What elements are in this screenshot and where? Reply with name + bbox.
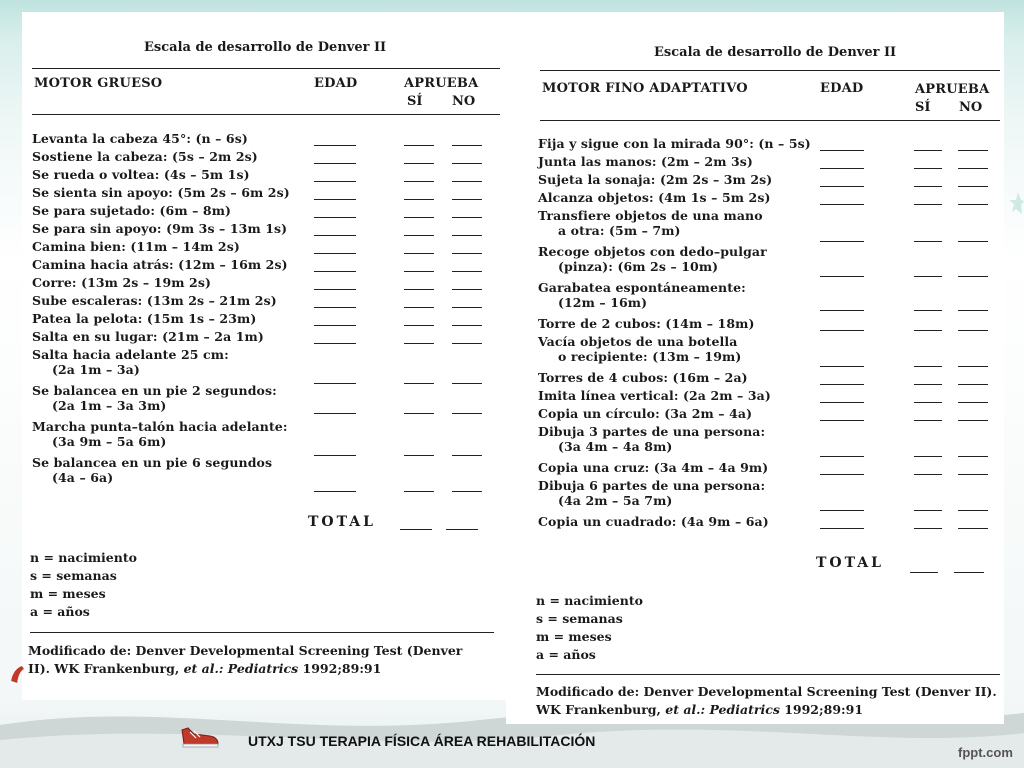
legend-item: a = años [30,604,90,619]
pass-no-blank[interactable] [958,330,988,331]
milestone-text: Torres de 4 cubos: (16m – 2a) [538,370,748,385]
pass-yes-blank[interactable] [914,384,942,385]
milestone-item [32,167,250,182]
pass-no-blank[interactable] [452,217,482,218]
pass-yes-blank[interactable] [404,307,434,308]
pass-no-blank[interactable] [958,510,988,511]
legend-item: s = semanas [536,611,623,626]
pass-no-blank[interactable] [452,307,482,308]
reference-rule [536,674,1000,675]
age-blank [314,199,356,200]
legend-item: m = meses [30,586,106,601]
milestone-item [32,329,264,344]
denver-left-panel [22,12,506,700]
age-blank [820,456,864,457]
milestone-text: Dibuja 3 partes de una persona: [538,424,766,439]
milestone-text: Sube escaleras: (13m 2s – 21m 2s) [32,293,277,308]
header-top-rule [32,68,500,69]
milestone-text: Garabatea espontáneamente: [538,280,746,295]
age-blank [820,510,864,511]
milestone-item [538,478,765,508]
milestone-age-range: o recipiente: (13m – 19m) [558,349,742,364]
milestone-age-range: (pinza): (6m 2s – 10m) [558,259,719,274]
pass-no-blank[interactable] [452,253,482,254]
milestone-item [538,424,765,454]
milestone-item [32,257,288,272]
age-blank [314,271,356,272]
pass-yes-blank[interactable] [914,528,942,529]
milestone-item [32,293,277,308]
milestone-text: Levanta la cabeza 45°: (n – 6s) [32,131,248,146]
milestone-item [538,406,752,421]
pass-header: APRUEBA [915,82,990,97]
age-blank [820,402,864,403]
pass-yes-blank[interactable] [914,186,942,187]
pass-no-blank[interactable] [958,204,988,205]
milestone-item [538,334,741,364]
header-top-rule [540,70,1000,71]
pass-yes-blank[interactable] [404,491,434,492]
legend-item: s = semanas [30,568,117,583]
age-blank [820,420,864,421]
milestone-text: Se balancea en un pie 6 segundos [32,455,273,470]
milestone-item [538,244,767,274]
legend [536,592,643,664]
milestone-text: Copia un círculo: (3a 2m – 4a) [538,406,753,421]
legend-item: a = años [536,647,596,662]
age-blank [314,343,356,344]
pass-yes-blank[interactable] [404,181,434,182]
star-icon [1004,192,1024,214]
milestone-text: Copia una cruz: (3a 4m – 4a 9m) [538,460,769,475]
pass-yes-blank[interactable] [914,204,942,205]
milestone-item [538,460,768,475]
milestone-age-range: (12m – 16m) [558,295,648,310]
age-blank [820,384,864,385]
pass-no-blank[interactable] [452,163,482,164]
milestone-age-range: (2a 1m – 3a 3m) [52,398,167,413]
pass-yes-blank[interactable] [914,310,942,311]
pass-no-blank[interactable] [958,384,988,385]
age-blank [314,235,356,236]
milestone-item [538,190,770,205]
age-blank [314,413,356,414]
milestone-age-range: a otra: (5m – 7m) [558,223,681,238]
age-blank [314,163,356,164]
pass-no-blank[interactable] [452,491,482,492]
pass-yes-blank[interactable] [914,276,942,277]
age-blank [820,528,864,529]
milestone-item [538,154,753,169]
milestone-text: Recoge objetos con dedo–pulgar [538,244,767,259]
denver-right-panel [506,12,1004,724]
pass-no-blank[interactable] [958,528,988,529]
milestone-text: Se para sin apoyo: (9m 3s – 13m 1s) [32,221,288,236]
pass-yes-blank[interactable] [404,325,434,326]
age-blank [820,168,864,169]
total-no-blank[interactable] [954,572,984,573]
milestone-item [538,136,811,151]
total-no-blank[interactable] [446,529,478,530]
legend [30,549,137,621]
age-blank [820,276,864,277]
pass-yes-blank[interactable] [404,253,434,254]
brand-label: fppt.com [958,745,1013,760]
milestone-age-range: (2a 1m – 3a) [52,362,140,377]
pass-no-blank[interactable] [958,456,988,457]
milestone-text: Junta las manos: (2m – 2m 3s) [538,154,753,169]
pass-yes-blank[interactable] [404,199,434,200]
milestone-text: Camina hacia atrás: (12m – 16m 2s) [32,257,288,272]
legend-item: n = nacimiento [536,593,643,608]
age-blank [314,307,356,308]
age-blank [820,241,864,242]
milestone-text: Patea la pelota: (15m 1s – 23m) [32,311,257,326]
pass-yes-blank[interactable] [404,413,434,414]
pass-no-blank[interactable] [958,150,988,151]
milestone-text: Se rueda o voltea: (4s – 5m 1s) [32,167,250,182]
pass-no-blank[interactable] [452,235,482,236]
milestone-age-range: (3a 9m – 5a 6m) [52,434,167,449]
pass-yes-blank[interactable] [404,271,434,272]
age-blank [314,455,356,456]
no-header: NO [959,100,983,115]
milestone-item [32,383,277,413]
pass-yes-blank[interactable] [404,383,434,384]
age-blank [820,474,864,475]
pass-no-blank[interactable] [958,420,988,421]
milestone-item [32,221,287,236]
pass-no-blank[interactable] [452,325,482,326]
age-header: EDAD [314,76,358,91]
pass-no-blank[interactable] [452,383,482,384]
sneaker-icon [180,724,220,750]
milestone-text: Marcha punta–talón hacia adelante: [32,419,288,434]
panel-title: Escala de desarrollo de Denver II [654,45,897,60]
pass-yes-blank[interactable] [914,456,942,457]
age-blank [820,366,864,367]
pass-no-blank[interactable] [452,199,482,200]
milestone-item [32,185,290,200]
milestone-text: Copia un cuadrado: (4a 9m – 6a) [538,514,769,529]
pass-yes-blank[interactable] [404,217,434,218]
age-blank [314,383,356,384]
milestone-item [32,347,229,377]
milestone-item [32,275,211,290]
age-blank [314,217,356,218]
milestone-item [538,208,763,238]
milestone-age-range: (3a 4m – 4a 8m) [558,439,673,454]
age-blank [820,204,864,205]
pass-yes-blank[interactable] [404,145,434,146]
milestone-item [538,370,748,385]
pass-yes-blank[interactable] [914,330,942,331]
milestone-text: Imita línea vertical: (2a 2m – 3a) [538,388,771,403]
age-blank [820,330,864,331]
reference-note [536,683,997,719]
milestone-text: Vacía objetos de una botella [538,334,738,349]
age-blank [314,253,356,254]
pass-no-blank[interactable] [452,145,482,146]
milestone-item [538,514,769,529]
milestone-item [32,149,258,164]
legend-item: n = nacimiento [30,550,137,565]
milestone-item [538,172,772,187]
pass-no-blank[interactable] [958,168,988,169]
milestone-item [32,239,240,254]
pass-yes-blank[interactable] [914,420,942,421]
pass-yes-blank[interactable] [914,474,942,475]
reference-line-1: Modificado de: Denver Developmental Screening Test (Denver [28,643,463,658]
pass-yes-blank[interactable] [404,289,434,290]
pass-yes-blank[interactable] [914,510,942,511]
pass-no-blank[interactable] [958,310,988,311]
age-blank [314,491,356,492]
milestone-item [538,316,754,331]
milestone-text: Corre: (13m 2s – 19m 2s) [32,275,211,290]
reference-line-2: II). WK Frankenburg, et al.: Pediatrics 1992;89:91 [28,661,382,676]
pass-yes-blank[interactable] [404,455,434,456]
milestone-text: Sujeta la sonaja: (2m 2s – 3m 2s) [538,172,773,187]
pass-header: APRUEBA [404,76,479,91]
section-header: MOTOR FINO ADAPTATIVO [542,81,748,96]
pass-yes-blank[interactable] [914,366,942,367]
yes-header: SÍ [915,100,931,115]
pass-no-blank[interactable] [958,186,988,187]
pass-no-blank[interactable] [452,343,482,344]
header-bottom-rule [32,114,500,115]
milestone-item [538,388,771,403]
panel-title: Escala de desarrollo de Denver II [144,40,387,55]
age-blank [820,310,864,311]
pass-no-blank[interactable] [452,455,482,456]
milestone-item [32,203,231,218]
pass-no-blank[interactable] [958,474,988,475]
reference-note [28,642,462,678]
milestone-item [32,455,272,485]
milestone-text: Se balancea en un pie 2 segundos: [32,383,277,398]
milestone-text: Dibuja 6 partes de una persona: [538,478,766,493]
milestone-item [538,280,746,310]
total-label: TOTAL [308,514,376,530]
pass-no-blank[interactable] [452,413,482,414]
pass-no-blank[interactable] [958,241,988,242]
milestone-item [32,419,288,449]
age-blank [314,145,356,146]
age-blank [314,325,356,326]
milestone-item [32,131,248,146]
age-blank [820,186,864,187]
pass-yes-blank[interactable] [914,402,942,403]
milestone-text: Salta en su lugar: (21m – 2a 1m) [32,329,264,344]
milestone-text: Camina bien: (11m – 14m 2s) [32,239,240,254]
milestone-text: Se sienta sin apoyo: (5m 2s – 6m 2s) [32,185,290,200]
milestone-text: Fija y sigue con la mirada 90°: (n – 5s) [538,136,811,151]
milestone-text: Torre de 2 cubos: (14m – 18m) [538,316,755,331]
milestone-age-range: (4a – 6a) [52,470,114,485]
pass-yes-blank[interactable] [404,235,434,236]
pass-yes-blank[interactable] [914,241,942,242]
reference-rule [30,632,494,633]
legend-item: m = meses [536,629,612,644]
section-header: MOTOR GRUESO [34,76,163,91]
reference-line-2: WK Frankenburg, et al.: Pediatrics 1992;89:91 [536,702,864,717]
milestone-item [32,311,256,326]
pass-no-blank[interactable] [452,289,482,290]
pass-yes-blank[interactable] [404,163,434,164]
pass-no-blank[interactable] [958,402,988,403]
pass-yes-blank[interactable] [914,150,942,151]
pass-no-blank[interactable] [958,366,988,367]
milestone-text: Alcanza objetos: (4m 1s – 5m 2s) [538,190,771,205]
total-yes-blank[interactable] [400,529,432,530]
milestone-age-range: (4a 2m – 5a 7m) [558,493,673,508]
total-label: TOTAL [816,555,884,571]
sneaker-icon [8,664,26,686]
header-bottom-rule [540,120,1000,121]
milestone-text: Transfiere objetos de una mano [538,208,763,223]
age-blank [820,150,864,151]
age-header: EDAD [820,81,864,96]
milestone-text: Se para sujetado: (6m – 8m) [32,203,232,218]
age-blank [314,289,356,290]
milestone-text: Salta hacia adelante 25 cm: [32,347,229,362]
pass-yes-blank[interactable] [404,343,434,344]
pass-no-blank[interactable] [452,181,482,182]
total-yes-blank[interactable] [910,572,938,573]
pass-no-blank[interactable] [452,271,482,272]
yes-header: SÍ [407,94,423,109]
pass-no-blank[interactable] [958,276,988,277]
slide-footer: UTXJ TSU TERAPIA FÍSICA ÁREA REHABILITACIÓN [248,733,596,749]
pass-yes-blank[interactable] [914,168,942,169]
no-header: NO [452,94,476,109]
reference-line-1: Modificado de: Denver Developmental Screening Test (Denver II). [536,684,997,699]
age-blank [314,181,356,182]
milestone-text: Sostiene la cabeza: (5s – 2m 2s) [32,149,258,164]
